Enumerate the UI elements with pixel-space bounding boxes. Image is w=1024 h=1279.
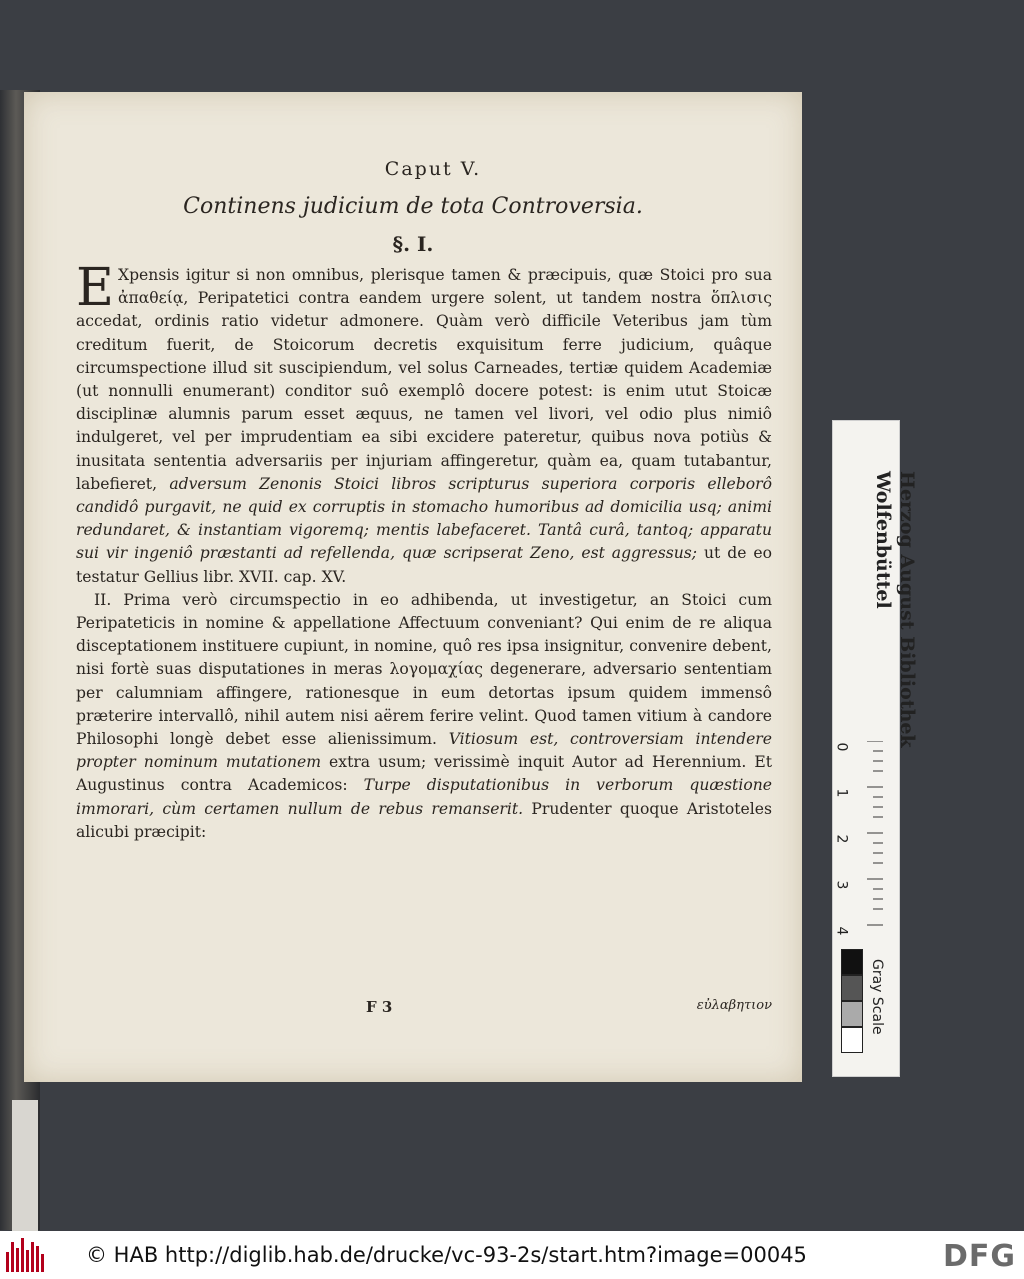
running-head: Caput V.: [384, 158, 482, 180]
tick-2: 2: [833, 834, 850, 844]
herennium-quote: Vitiosum est, controversiam intendere propter nominum mutationem: [76, 730, 772, 772]
color-scale-bar: [832, 420, 918, 1077]
drop-capital: E: [76, 258, 114, 318]
dfg-logo: DFG: [942, 1239, 1016, 1274]
page-footer: [76, 998, 772, 1016]
copyright-url[interactable]: © HAB http://diglib.hab.de/drucke/vc-93-2s/start.htm?image=00045: [86, 1243, 807, 1267]
tick-4: 4: [833, 926, 850, 936]
body-text: [76, 258, 773, 844]
library-name: Herzog August Bibliothek Wolfenbüttel: [872, 471, 918, 748]
gray-scale-label: Gray Scale: [869, 959, 885, 1035]
gellius-quote: adversum Zenonis Stoici libros scripturus superiora corporis elleborô candidô purgavit, ne quid ex corruptis in stomacho humoribus ad domicilia usq; animi redundaret, & instantiam vigoremq; mentis labefaceret. Tantâ curâ, tantoq; apparatu sui vir ingeniô præstanti ad refellenda, quæ scripserat Zeno, est aggressus;: [76, 474, 773, 563]
chapter-subtitle: Continens judicium de tota Controversia.: [183, 194, 643, 219]
paragraph-1: E Xpensis igitur si non omnibus, plerisque tamen & præcipuis, quæ Stoici pro sua ἀπαθείᾳ, Peripatetici contra eandem urgere solent, ut tandem nostra ὅπλισις accedat, ordinis ratio videtur admonere. Quàm verò difficile Veteribus jam tùm creditum fuerit, de Stoicorum decretis exquisitum ferre judicium, quâque circumspectione illud sit suscipiendum, vel solus Carneades, tertiæ quidem Academiæ (ut nonnulli enumerant) conditor suô exemplô docere potest: is enim utut Stoicæ disciplinæ alumnis parum esset æquus, ne tamen vel livori, vel odio plus nimiô indulgeret, vel per imprudentiam ea sibi excidere pateretur, quibus nova potiùs & inusitata sententia adversariis per injuriam affingeretur, quàm ea, quam tutabantur, labefieret, adversum Zenonis Stoici libros scripturus superiora corporis elleborô candidô purgavit, ne quid ex corruptis in stomacho humoribus ad domicilia usq; animi redundaret, & instantiam vigoremq; mentis labefaceret. Tantâ curâ, tantoq; apparatu sui vir ingeniô præstanti ad refellenda, quæ scripserat Zeno, est aggressus; ut de eo testatur Gellius libr. XVII. cap. XV.: [76, 258, 773, 586]
tick-3: 3: [833, 880, 850, 890]
book-page: [24, 92, 802, 1082]
previous-page-strip: [12, 1100, 38, 1231]
tick-1: 1: [833, 788, 850, 798]
signature-mark: F 3: [366, 998, 393, 1016]
footer-bar: [0, 1231, 1024, 1279]
gray-scale-patches: [841, 949, 863, 1053]
augustinus-quote: Turpe disputationibus in verborum quæstione immorari, cùm certamen nullum de rebus remanserit.: [76, 776, 772, 818]
section-number: §. I.: [392, 232, 434, 256]
hab-logo-icon: [6, 1238, 46, 1272]
paragraph-2: II. Prima verò circumspectio in eo adhibenda, ut investigetur, an Stoici cum Peripateticis in nomine & appellatione Affectuum conveniant? Qui enim de re aliqua disceptationem instituere cupiunt, in nomine, quô res ipsa insignitur, convenire debent, nisi fortè suas disputationes in meras λογομαχίας degenerare, adversario sententiam per calumniam affingere, rationesque in eum detortas ipsum quidem immensô præterire intervallô, nihil autem nisi aërem ferire velint. Quod tamen vitium à candore Philosophi longè debet esse alienissimum. Vitiosum est, controversiam intendere propter nominum mutationem extra usum; verissimè inquit Autor ad Herennium. Et Augustinus contra Academicos: Turpe disputationibus in verborum quæstione immorari, cùm certamen nullum de rebus remanserit. Prudenter quoque Aristoteles alicubi præcipit:: [76, 590, 772, 841]
tick-0: 0: [833, 742, 850, 752]
catchword: εὐλαβητιον: [696, 998, 772, 1013]
